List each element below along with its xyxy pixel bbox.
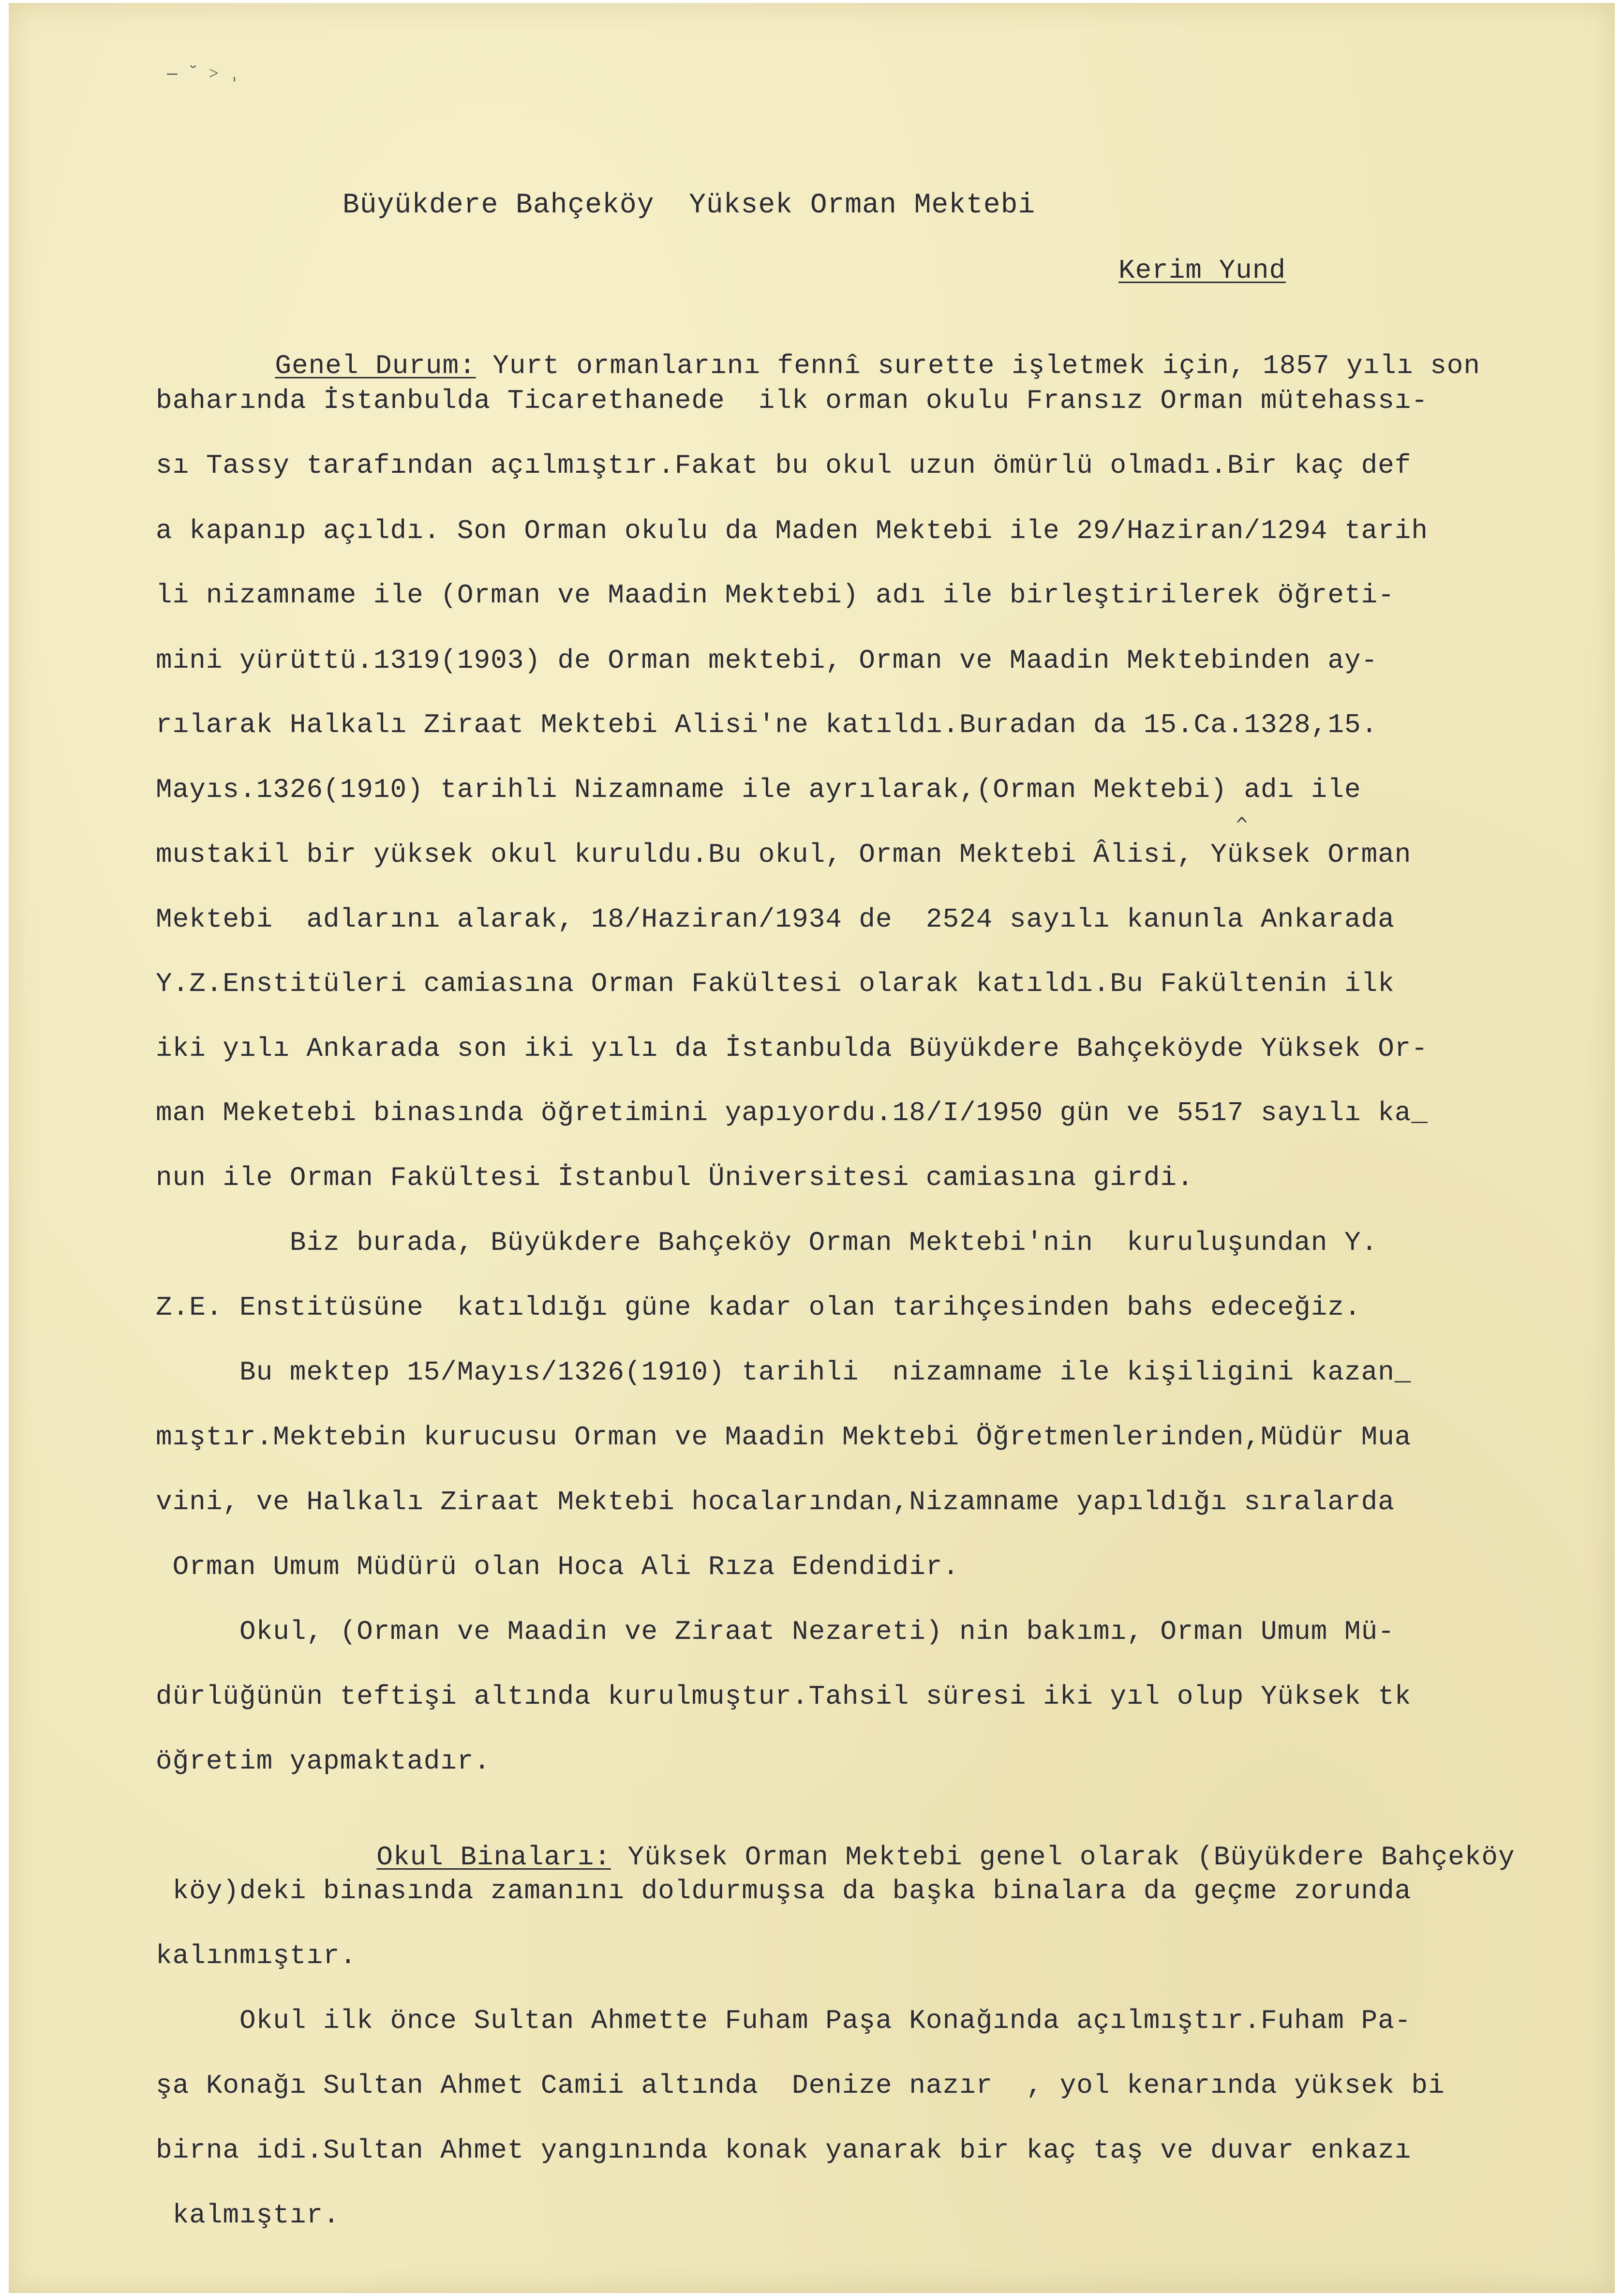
- body-line: mıştır.Mektebin kurucusu Orman ve Maadin Mektebi Öğretmenlerinden,Müdür Mua: [156, 1422, 1412, 1453]
- body-line: a kapanıp açıldı. Son Orman okulu da Maden Mektebi ile 29/Haziran/1294 tarih: [156, 515, 1429, 546]
- body-line: öğretim yapmaktadır.: [156, 1746, 491, 1777]
- document-title: Büyükdere Bahçeköy Yüksek Orman Mektebi: [343, 190, 1036, 221]
- body-line: köy)deki binasında zamanını doldurmuşsa da başka binalara da geçme zorunda: [156, 1876, 1412, 1906]
- body-line: Okul ilk önce Sultan Ahmette Fuham Paşa Konağında açılmıştır.Fuham Pa-: [156, 2005, 1412, 2036]
- body-line: rılarak Halkalı Ziraat Mektebi Alisi'ne katıldı.Buradan da 15.Ca.1328,15.: [156, 709, 1378, 740]
- body-line: nun ile Orman Fakültesi İstanbul Üniversitesi camiasına girdi.: [156, 1162, 1194, 1193]
- body-line: Mayıs.1326(1910) tarihli Nizamname ile ayrılarak,(Orman Mektebi) adı ile: [156, 774, 1361, 805]
- body-line: vini, ve Halkalı Ziraat Mektebi hocalarından,Nizamname yapıldığı sıralarda: [156, 1486, 1395, 1517]
- body-line: dürlüğünün teftişi altında kurulmuştur.Tahsil süresi iki yıl olup Yüksek tk: [156, 1681, 1412, 1712]
- genel-durum-text: Yurt ormanlarını fennî surette işletmek için, 1857 yılı son: [476, 350, 1481, 381]
- body-line: Bu mektep 15/Mayıs/1326(1910) tarihli nizamname ile kişiligini kazan_: [156, 1357, 1412, 1388]
- body-line: Z.E. Enstitüsüne katıldığı güne kadar olan tarihçesinden bahs edeceğiz.: [156, 1292, 1361, 1323]
- body-line: şa Konağı Sultan Ahmet Camii altında Denize nazır , yol kenarında yüksek bi: [156, 2070, 1445, 2101]
- body-line: iki yılı Ankarada son iki yılı da İstanbulda Büyükdere Bahçeköyde Yüksek Or-: [156, 1033, 1429, 1064]
- body-line: man Meketebi binasında öğretimini yapıyordu.18/I/1950 gün ve 5517 sayılı ka_: [156, 1097, 1429, 1128]
- genel-durum-line-1: [208, 319, 1481, 381]
- body-line: baharında İstanbulda Ticarethanede ilk orman okulu Fransız Orman mütehassı-: [156, 385, 1429, 416]
- okul-binalari-text: Yüksek Orman Mektebi genel olarak (Büyükdere Bahçeköy: [611, 1842, 1515, 1873]
- body-line: Orman Umum Müdürü olan Hoca Ali Rıza Edendidir.: [156, 1551, 960, 1582]
- body-line: kalınmıştır.: [156, 1940, 357, 1971]
- body-line: mini yürüttü.1319(1903) de Orman mektebi, Orman ve Maadin Mektebinden ay-: [156, 645, 1378, 676]
- body-line: Mektebi adlarını alarak, 18/Haziran/1934 de 2524 sayılı kanunla Ankarada: [156, 904, 1395, 935]
- body-line: mustakil bir yüksek okul kuruldu.Bu okul, Orman Mektebi Âlisi, Yüksek Orman: [156, 839, 1412, 870]
- body-line: Y.Z.Enstitüleri camiasına Orman Fakültesi olarak katıldı.Bu Fakültenin ilk: [156, 968, 1395, 999]
- okul-binalari-line-1: [310, 1811, 1515, 1873]
- body-line: Okul, (Orman ve Maadin ve Ziraat Nezareti) nin bakımı, Orman Umum Mü-: [156, 1616, 1395, 1647]
- author-name: Kerim Yund: [1118, 255, 1286, 286]
- body-line: li nizamname ile (Orman ve Maadin Mektebi) adı ile birleştirilerek öğreti-: [156, 580, 1395, 611]
- body-line: birna idi.Sultan Ahmet yangınında konak yanarak bir kaç taş ve duvar enkazı: [156, 2135, 1412, 2166]
- caret-mark: ^: [1236, 814, 1249, 836]
- body-line: Biz burada, Büyükdere Bahçeköy Orman Mektebi'nin kuruluşundan Y.: [156, 1227, 1378, 1258]
- body-line: kalmıştır.: [156, 2200, 340, 2231]
- pencil-marks: — ˘ ˃ ˌ: [167, 63, 240, 83]
- genel-durum-heading: Genel Durum:: [275, 350, 476, 381]
- body-line: sı Tassy tarafından açılmıştır.Fakat bu okul uzun ömürlü olmadı.Bir kaç def: [156, 450, 1412, 481]
- okul-binalari-heading: Okul Binaları:: [376, 1842, 611, 1873]
